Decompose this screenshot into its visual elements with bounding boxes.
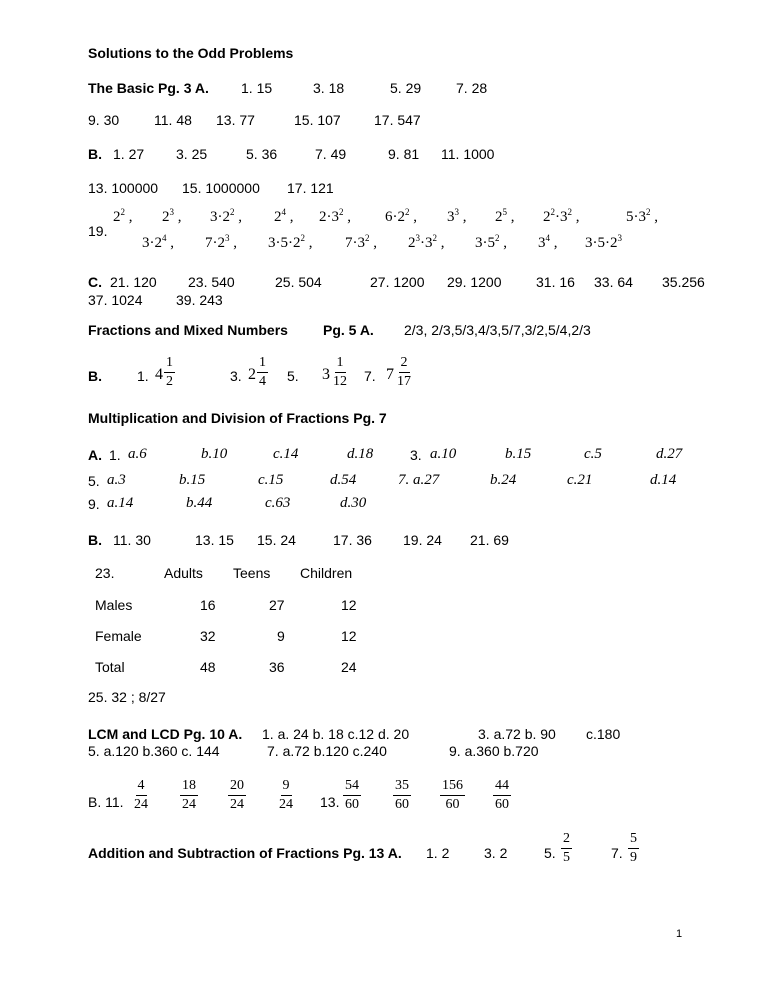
label-a: A.: [88, 447, 102, 463]
fraction: $\frac{5}{9}$: [630, 831, 637, 865]
answer: c.14: [273, 446, 299, 462]
fraction: $\frac{1}{2}$: [166, 355, 173, 389]
section-basic-heading: The Basic Pg. 3 A.: [88, 80, 209, 96]
answer: c.15: [258, 472, 284, 488]
page-number: 1: [676, 928, 683, 940]
answer-label: 5.: [88, 473, 100, 489]
table-cell: 32: [200, 628, 216, 644]
fraction: $\frac{44}{60}$: [495, 778, 509, 812]
table-row-label: Total: [95, 659, 125, 675]
table-cell: 9: [277, 628, 285, 644]
answer: c.63: [265, 495, 291, 511]
answer: 25. 504: [275, 274, 322, 290]
answer: d.54: [330, 472, 357, 488]
math-expression: $3\cdot 5\cdot 2^3$: [585, 233, 622, 251]
math-expression: $2^2$ ,: [113, 207, 133, 225]
mixed-whole: 7: [386, 366, 394, 383]
fraction: $\frac{1}{12}$: [333, 355, 347, 389]
answer: d.14: [650, 472, 677, 488]
section-fractions-heading: Fractions and Mixed Numbers: [88, 322, 288, 338]
math-expression: $2^5$ ,: [495, 207, 515, 225]
section-multdiv-heading: Multiplication and Division of Fractions Pg. 7: [88, 410, 387, 426]
math-expression: $2^3$ ,: [162, 207, 182, 225]
fraction: $\frac{18}{24}$: [182, 778, 196, 812]
answer: d.27: [656, 446, 683, 462]
answer: 3. 18: [313, 80, 345, 96]
answer: 11. 30: [113, 532, 151, 548]
math-expression: $2^2\cdot 3^2$ ,: [543, 207, 580, 225]
answer: 9. 30: [88, 112, 120, 128]
page-reference: Pg. 5 A.: [323, 322, 374, 338]
answer: 31. 16: [536, 274, 575, 290]
answer: b.15: [505, 446, 532, 462]
answer: a.14: [107, 495, 134, 511]
answer: c.5: [584, 446, 602, 462]
answer: a.3: [107, 472, 126, 488]
answer: c.180: [586, 726, 621, 742]
answer: 3. 2: [484, 845, 508, 861]
answer: a.6: [128, 446, 147, 462]
answer: 3. 25: [176, 146, 208, 162]
answer: 15. 107: [294, 112, 341, 128]
table-cell: 12: [341, 628, 357, 644]
answer: 7. a.27: [398, 472, 440, 488]
math-expression: $3^3$ ,: [447, 207, 467, 225]
mixed-whole: 4: [155, 366, 163, 383]
answer: b.24: [490, 472, 517, 488]
answer: d.30: [340, 495, 367, 511]
fraction: $\frac{156}{60}$: [442, 778, 463, 812]
answer: 2/3, 2/3,5/3,4/3,5/7,3/2,5/4,2/3: [404, 322, 591, 338]
answer: a.10: [430, 446, 457, 462]
answer: 15. 1000000: [182, 180, 260, 196]
table-header: Children: [300, 565, 353, 581]
question-13: 13.: [320, 794, 340, 810]
answer: c.21: [567, 472, 593, 488]
answer-label: 1.: [137, 368, 149, 384]
answer: 1. 15: [241, 80, 273, 96]
answer: 23. 540: [188, 274, 235, 290]
answer: 11. 1000: [441, 146, 495, 162]
answer: 9. 81: [388, 146, 420, 162]
answer-label: 5.: [287, 368, 299, 384]
question-23: 23.: [95, 565, 115, 581]
math-expression: $7\cdot 3^2$ ,: [345, 233, 377, 251]
table-cell: 16: [200, 597, 216, 613]
answer-label: 7.: [611, 845, 623, 861]
answer-label: 1.: [109, 447, 121, 463]
answer-label: 3.: [230, 368, 242, 384]
math-expression: $2^3\cdot 3^2$ ,: [408, 233, 445, 251]
label-b: B.: [88, 532, 102, 548]
answer: 25. 32 ; 8/27: [88, 689, 166, 705]
answer: 5. 29: [390, 80, 422, 96]
table-cell: 12: [341, 597, 357, 613]
answer: 21. 69: [470, 532, 509, 548]
label-b: B.: [88, 368, 102, 384]
answer: 19. 24: [403, 532, 442, 548]
fraction: $\frac{2}{17}$: [397, 355, 411, 389]
answer: 1. 27: [113, 146, 145, 162]
table-header: Adults: [164, 565, 203, 581]
label-b11: B. 11.: [88, 794, 124, 810]
page-title: Solutions to the Odd Problems: [88, 45, 294, 61]
answer-label: 5.: [544, 845, 556, 861]
answer: 15. 24: [257, 532, 296, 548]
answer: 21. 120: [110, 274, 157, 290]
answer: 7. a.72 b.120 c.240: [267, 743, 387, 759]
answer: 7. 28: [456, 80, 488, 96]
table-cell: 36: [269, 659, 285, 675]
table-cell: 48: [200, 659, 216, 675]
answer: 17. 36: [333, 532, 372, 548]
answer: 7. 49: [315, 146, 347, 162]
section-addsub-heading: Addition and Subtraction of Fractions Pg. 13 A.: [88, 845, 402, 861]
table-cell: 27: [269, 597, 285, 613]
fraction: $\frac{9}{24}$: [279, 778, 293, 812]
answer: 5. 36: [246, 146, 278, 162]
answer: 5. a.120 b.360 c. 144: [88, 743, 220, 759]
answer: 17. 121: [287, 180, 334, 196]
answer: 3. a.72 b. 90: [478, 726, 556, 742]
answer: d.18: [347, 446, 374, 462]
answer: 17. 547: [374, 112, 421, 128]
math-expression: $3\cdot 5\cdot 2^2$ ,: [268, 233, 313, 251]
answer: b.10: [201, 446, 228, 462]
mixed-whole: 2: [248, 366, 256, 383]
answer: 27. 1200: [370, 274, 425, 290]
answer: 1. 2: [426, 845, 450, 861]
table-header: Teens: [233, 565, 271, 581]
answer: 35.256: [662, 274, 705, 290]
answer: 37. 1024: [88, 292, 143, 308]
section-lcm-heading: LCM and LCD Pg. 10 A.: [88, 726, 243, 742]
table-row-label: Female: [95, 628, 142, 644]
label-c: C.: [88, 274, 102, 290]
answer: b.15: [179, 472, 206, 488]
answer: 39. 243: [176, 292, 223, 308]
answer-label: 9.: [88, 496, 100, 512]
answer: 13. 15: [195, 532, 234, 548]
answer: 11. 48: [154, 112, 192, 128]
answer: b.44: [186, 495, 213, 511]
fraction: $\frac{2}{5}$: [563, 831, 570, 865]
answer: 9. a.360 b.720: [449, 743, 539, 759]
answer: 1. a. 24 b. 18 c.12 d. 20: [262, 726, 410, 742]
fraction: $\frac{20}{24}$: [230, 778, 244, 812]
math-expression: $3\cdot 5^2$ ,: [475, 233, 507, 251]
table-row-label: Males: [95, 597, 133, 613]
math-expression: $5\cdot 3^2$ ,: [626, 207, 658, 225]
math-expression: $3\cdot 2^4$ ,: [142, 233, 174, 251]
answer: 29. 1200: [447, 274, 502, 290]
table-cell: 24: [341, 659, 357, 675]
math-expression: $6\cdot 2^2$ ,: [385, 207, 417, 225]
math-expression: $2\cdot 3^2$ ,: [319, 207, 351, 225]
math-expression: $3^4$ ,: [538, 233, 558, 251]
fraction: $\frac{54}{60}$: [345, 778, 359, 812]
fraction: $\frac{1}{4}$: [259, 355, 266, 389]
answer: 33. 64: [594, 274, 633, 290]
answer: 13. 77: [216, 112, 255, 128]
fraction: $\frac{4}{24}$: [134, 778, 148, 812]
question-19: 19.: [88, 223, 108, 239]
math-expression: $3\cdot 2^2$ ,: [210, 207, 242, 225]
label-b: B.: [88, 146, 102, 162]
answer: 13. 100000: [88, 180, 159, 196]
mixed-whole: 3: [322, 366, 330, 383]
math-expression: $7\cdot 2^3$ ,: [205, 233, 237, 251]
answer-label: 3.: [410, 447, 422, 463]
fraction: $\frac{35}{60}$: [395, 778, 409, 812]
math-expression: $2^4$ ,: [274, 207, 294, 225]
answer-label: 7.: [364, 368, 376, 384]
